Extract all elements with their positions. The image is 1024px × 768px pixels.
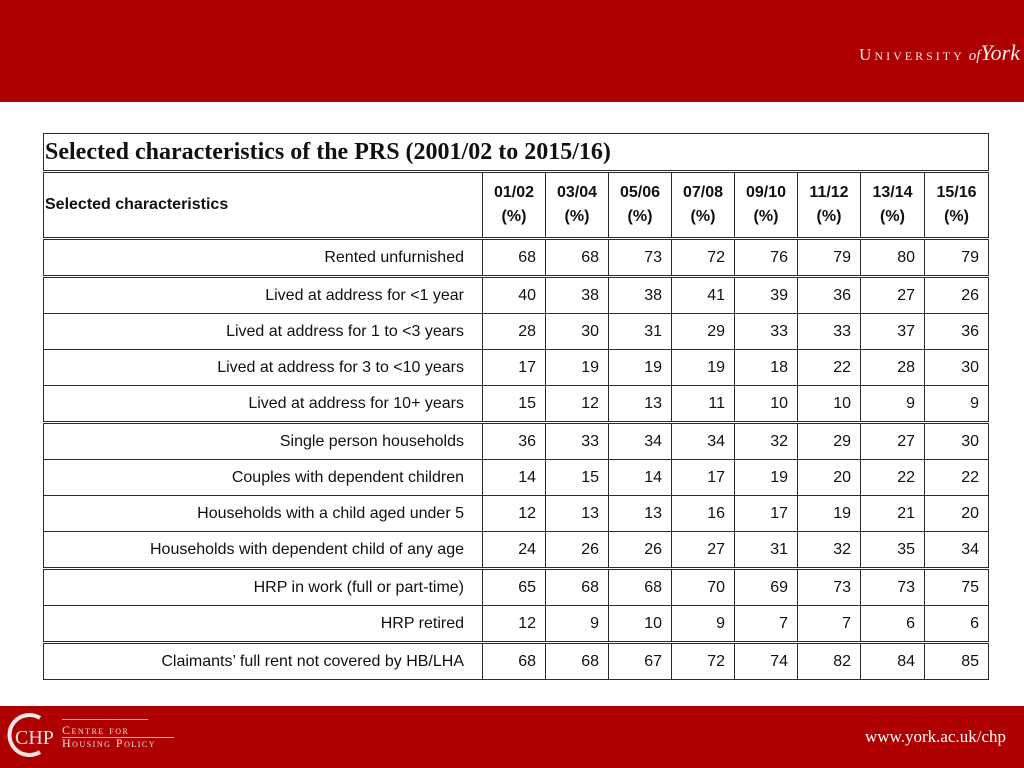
row-value-cell: 79 — [798, 239, 861, 277]
row-value-cell: 68 — [609, 569, 672, 606]
row-value-cell: 22 — [925, 460, 989, 496]
year-unit: (%) — [564, 208, 590, 225]
year-column-header — [483, 172, 546, 239]
logo-york-word: York — [980, 40, 1020, 65]
row-label: Lived at address for 3 to <10 years — [44, 350, 483, 386]
year-column-header — [672, 172, 735, 239]
row-value-cell: 38 — [546, 277, 609, 314]
table-row — [44, 532, 989, 569]
row-value-cell: 68 — [546, 239, 609, 277]
row-value-cell: 10 — [798, 386, 861, 423]
centre-for-housing-policy-logo — [4, 708, 180, 764]
row-value-cell: 72 — [672, 643, 735, 680]
chp-monogram-icon — [4, 710, 54, 760]
chp-line-centre-for: Centre for — [62, 723, 130, 737]
row-value-cell: 85 — [925, 643, 989, 680]
year-label: 07/08 — [682, 184, 724, 201]
year-label: 15/16 — [936, 184, 977, 201]
row-label: Single person households — [44, 423, 483, 460]
row-value-cell: 84 — [861, 643, 925, 680]
row-label: HRP in work (full or part-time) — [44, 569, 483, 606]
row-value-cell: 12 — [483, 496, 546, 532]
row-value-cell: 34 — [609, 423, 672, 460]
table-row — [44, 386, 989, 423]
row-value-cell: 30 — [546, 314, 609, 350]
row-value-cell: 41 — [672, 277, 735, 314]
year-label: 13/14 — [872, 184, 913, 201]
row-value-cell: 19 — [609, 350, 672, 386]
row-value-cell: 10 — [609, 606, 672, 643]
row-value-cell: 10 — [735, 386, 798, 423]
row-value-cell: 36 — [925, 314, 989, 350]
characteristics-table-frame — [43, 133, 988, 674]
row-value-cell: 14 — [609, 460, 672, 496]
year-unit: (%) — [690, 208, 716, 225]
row-value-cell: 67 — [609, 643, 672, 680]
row-value-cell: 27 — [672, 532, 735, 569]
row-label: Couples with dependent children — [44, 460, 483, 496]
row-value-cell: 70 — [672, 569, 735, 606]
year-column-header — [798, 172, 861, 239]
row-value-cell: 9 — [672, 606, 735, 643]
row-value-cell: 31 — [735, 532, 798, 569]
row-value-cell: 17 — [483, 350, 546, 386]
row-value-cell: 6 — [925, 606, 989, 643]
row-value-cell: 16 — [672, 496, 735, 532]
row-value-cell: 73 — [861, 569, 925, 606]
row-value-cell: 22 — [861, 460, 925, 496]
year-unit: (%) — [627, 208, 653, 225]
chp-wordmark — [62, 724, 156, 750]
row-value-cell: 26 — [925, 277, 989, 314]
table-title: Selected characteristics of the PRS (2001/02 to 2015/16) — [44, 134, 989, 172]
row-value-cell: 35 — [861, 532, 925, 569]
row-value-cell: 20 — [925, 496, 989, 532]
year-unit: (%) — [753, 208, 779, 225]
row-value-cell: 15 — [483, 386, 546, 423]
row-value-cell: 33 — [546, 423, 609, 460]
row-value-cell: 68 — [546, 569, 609, 606]
row-label: HRP retired — [44, 606, 483, 643]
year-label: 03/04 — [556, 184, 598, 201]
chp-line-housing-policy: Housing Policy — [62, 736, 157, 750]
table-row — [44, 350, 989, 386]
row-value-cell: 7 — [735, 606, 798, 643]
row-value-cell: 7 — [798, 606, 861, 643]
table-body — [44, 239, 989, 680]
row-value-cell: 9 — [925, 386, 989, 423]
row-value-cell: 27 — [861, 423, 925, 460]
row-value-cell: 79 — [925, 239, 989, 277]
row-value-cell: 12 — [546, 386, 609, 423]
table-row — [44, 423, 989, 460]
row-value-cell: 32 — [798, 532, 861, 569]
row-value-cell: 30 — [925, 350, 989, 386]
row-value-cell: 30 — [925, 423, 989, 460]
row-label: Households with a child aged under 5 — [44, 496, 483, 532]
row-value-cell: 11 — [672, 386, 735, 423]
row-value-cell: 19 — [672, 350, 735, 386]
row-label: Lived at address for 10+ years — [44, 386, 483, 423]
logo-of-word: of — [968, 48, 981, 64]
table-row — [44, 643, 989, 680]
footer-url: www.york.ac.uk/chp — [865, 727, 1006, 746]
year-label: 05/06 — [619, 184, 661, 201]
chp-monogram-letters: CHP — [15, 727, 54, 749]
row-value-cell: 34 — [672, 423, 735, 460]
row-value-cell: 82 — [798, 643, 861, 680]
row-label: Claimants’ full rent not covered by HB/LHA — [44, 643, 483, 680]
row-value-cell: 37 — [861, 314, 925, 350]
row-label: Lived at address for 1 to <3 years — [44, 314, 483, 350]
table-row — [44, 569, 989, 606]
row-value-cell: 26 — [609, 532, 672, 569]
row-value-cell: 6 — [861, 606, 925, 643]
row-value-cell: 36 — [483, 423, 546, 460]
row-value-cell: 33 — [798, 314, 861, 350]
row-label: Lived at address for <1 year — [44, 277, 483, 314]
row-value-cell: 20 — [798, 460, 861, 496]
row-value-cell: 73 — [609, 239, 672, 277]
row-value-cell: 12 — [483, 606, 546, 643]
university-of-york-logo — [859, 40, 1020, 66]
row-value-cell: 69 — [735, 569, 798, 606]
row-value-cell: 18 — [735, 350, 798, 386]
row-value-cell: 34 — [925, 532, 989, 569]
year-label: 11/12 — [809, 184, 849, 201]
row-value-cell: 13 — [546, 496, 609, 532]
row-value-cell: 68 — [546, 643, 609, 680]
row-value-cell: 29 — [672, 314, 735, 350]
row-value-cell: 24 — [483, 532, 546, 569]
chp-rule-top — [62, 719, 148, 720]
row-value-cell: 17 — [672, 460, 735, 496]
year-label: 01/02 — [493, 184, 535, 201]
row-value-cell: 13 — [609, 496, 672, 532]
row-value-cell: 72 — [672, 239, 735, 277]
year-column-header — [609, 172, 672, 239]
row-value-cell: 68 — [483, 239, 546, 277]
row-value-cell: 9 — [546, 606, 609, 643]
row-value-cell: 73 — [798, 569, 861, 606]
row-value-cell: 21 — [861, 496, 925, 532]
row-value-cell: 32 — [735, 423, 798, 460]
table-row — [44, 496, 989, 532]
row-value-cell: 19 — [546, 350, 609, 386]
row-value-cell: 28 — [861, 350, 925, 386]
row-value-cell: 26 — [546, 532, 609, 569]
year-unit: (%) — [501, 208, 527, 225]
row-value-cell: 22 — [798, 350, 861, 386]
table-row — [44, 277, 989, 314]
row-value-cell: 68 — [483, 643, 546, 680]
row-value-cell: 31 — [609, 314, 672, 350]
row-value-cell: 33 — [735, 314, 798, 350]
year-unit: (%) — [816, 208, 842, 225]
table-row — [44, 606, 989, 643]
logo-university-word: University — [859, 45, 965, 64]
row-value-cell: 28 — [483, 314, 546, 350]
row-value-cell: 19 — [735, 460, 798, 496]
table-row — [44, 239, 989, 277]
table-header-row — [44, 172, 989, 239]
year-label: 09/10 — [745, 184, 787, 201]
row-value-cell: 14 — [483, 460, 546, 496]
row-label: Households with dependent child of any age — [44, 532, 483, 569]
row-value-cell: 29 — [798, 423, 861, 460]
row-value-cell: 74 — [735, 643, 798, 680]
table-row — [44, 460, 989, 496]
year-column-header — [925, 172, 989, 239]
row-value-cell: 13 — [609, 386, 672, 423]
characteristics-table — [43, 133, 989, 680]
row-value-cell: 36 — [798, 277, 861, 314]
row-value-cell: 27 — [861, 277, 925, 314]
row-value-cell: 15 — [546, 460, 609, 496]
row-value-cell: 76 — [735, 239, 798, 277]
table-row — [44, 314, 989, 350]
row-value-cell: 19 — [798, 496, 861, 532]
row-value-cell: 9 — [861, 386, 925, 423]
row-value-cell: 39 — [735, 277, 798, 314]
year-column-header — [546, 172, 609, 239]
year-column-header — [861, 172, 925, 239]
row-value-cell: 75 — [925, 569, 989, 606]
year-unit: (%) — [944, 208, 969, 225]
row-value-cell: 40 — [483, 277, 546, 314]
row-value-cell: 17 — [735, 496, 798, 532]
row-value-cell: 65 — [483, 569, 546, 606]
row-value-cell: 80 — [861, 239, 925, 277]
row-label: Rented unfurnished — [44, 239, 483, 277]
label-column-header: Selected characteristics — [44, 172, 483, 239]
year-column-header — [735, 172, 798, 239]
year-unit: (%) — [880, 208, 905, 225]
row-value-cell: 38 — [609, 277, 672, 314]
